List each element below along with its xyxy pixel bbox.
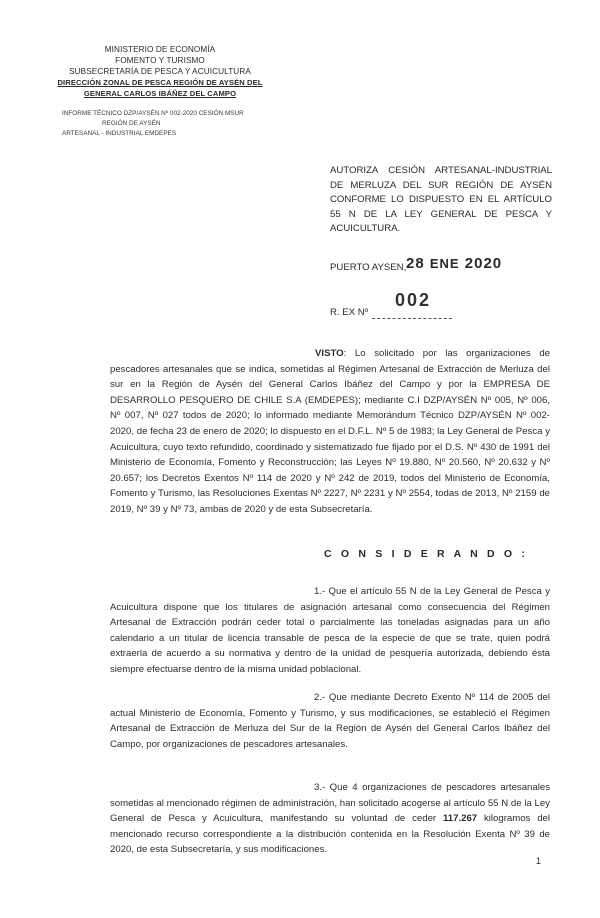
considerando-1-text: 1.- Que el artículo 55 N de la Ley General de Pesca y Acuicultura dispone que los titulares de asignación artesanal como consecuencia del Régimen Artesanal de Extracción podrán ceder total o parcialmente las toneladas asignadas para un año calendario a un titular de licencia transable de pesca de la especie de que se trate, quien podrá extraerla de acuerdo a su normativa y dentro de la unidad de pesquería autorizada, debiendo ésta siempre efectuarse dentro de la misma unidad poblacional.	[110, 586, 550, 675]
header-line-direccion: DIRECCIÓN ZONAL DE PESCA REGIÓN DE AYSÉN DEL	[57, 78, 263, 87]
header-sub-informe: INFORME TÉCNICO DZP/AYSÉN Nº 002-2020 CESIÓN MSUR	[62, 110, 244, 117]
header-sub-cesion: ARTESANAL - INDUSTRIAL EMDEPES	[62, 130, 177, 137]
header-sub-region: REGIÓN DE AYSÉN	[102, 120, 161, 127]
date-stamp	[406, 255, 502, 272]
resolution-reference: AUTORIZA CESIÓN ARTESANAL-INDUSTRIAL DE MERLUZA DEL SUR REGIÓN DE AYSÉN CONFORME LO DISPUESTO EN EL ARTÍCULO 55 N DE LA LEY GENERAL DE PESCA Y ACUICULTURA.	[330, 165, 552, 235]
considerando-2	[110, 690, 550, 752]
rex-label: R. EX Nº	[330, 307, 369, 318]
visto-label: VISTO	[315, 348, 344, 359]
considerando-heading: C O N S I D E R A N D O :	[324, 548, 529, 560]
considerando-3-amount: 117.267	[442, 813, 478, 825]
considerando-1	[110, 584, 550, 678]
visto-text: : Lo solicitado por las organizaciones de pescadores artesanales que se indica, sometidas al Régimen Artesanal de Extracción de Merluza del sur en la Región de Aysén del General Carlos Ibáñez del Campo y por la EMPRESA DE DESARROLLO PESQUERO DE CHILE S.A (EMDEPES); mediante C.I DZP/AYSÉN Nº 005, Nº 006, Nº 007, Nº 027 todos de 2020; lo informado mediante Memorándum Técnico DZP/AYSÉN Nº 002-2020, de fecha 23 de enero de 2020; lo dispuesto en el D.F.L. Nº 5 de 1983; la Ley General de Pesca y Acuicultura, cuyo texto refundido, coordinado y sistematizado fue fijado por el D.S. Nº 430 de 1991 del Ministerio de Economía, Fomento y Reconstrucción; las Leyes Nº 19.880, Nº 20.560, Nº 20.632 y Nº 20.657; los Decretos Exentos Nº 114 de 2020 y Nº 242 de 2019, todos del Ministerio de Economía, Fomento y Turismo, las Resoluciones Exentas Nº 2227, Nº 2231 y Nº 2554, todas de 2013, Nº 2159 de 2019, Nº 39 y Nº 73, ambas de 2020 y de esta Subsecretaría.	[110, 348, 550, 515]
considerando-3-text-b: kilogramos del mencionado recurso correspondiente a la distribución contenida en la Resolución Exenta Nº 39 de 2020, de esta Subsecretaría, y sus modificaciones.	[110, 813, 550, 856]
resolution-number: 002	[395, 290, 432, 310]
date-year: 2020	[464, 255, 503, 272]
considerando-3-text-a: 3.- Que 4 organizaciones de pescadores artesanales sometidas al mencionado régimen de administración, han solicitado acogerse al artículo 55 N de la Ley General de Pesca y Acuicultura, manifestando su voluntad de ceder	[110, 782, 550, 825]
rex-underline	[372, 318, 452, 319]
header-line-subsecretaria: SUBSECRETARÍA DE PESCA Y ACUICULTURA	[69, 67, 251, 76]
header-line-ministry: MINISTERIO DE ECONOMÍA	[104, 45, 216, 54]
place-label: PUERTO AYSEN,	[330, 262, 407, 273]
date-month: ENE	[429, 256, 460, 271]
header-line-general: GENERAL CARLOS IBÁÑEZ DEL CAMPO	[83, 89, 237, 98]
ministry-header	[40, 44, 280, 99]
date-day: 28	[406, 255, 425, 272]
considerando-2-text: 2.- Que mediante Decreto Exento Nº 114 de 2005 del actual Ministerio de Economía, Fomento y Turismo, y sus modificaciones, se estableció el Régimen Artesanal de Extracción de Merluza del Sur de la Región de Aysén del General Carlos Ibáñez del Campo, por organizaciones de pescadores artesanales.	[110, 692, 550, 750]
considerando-3	[110, 780, 550, 858]
page-number: 1	[536, 856, 542, 866]
header-line-fomento: FOMENTO Y TURISMO	[115, 56, 205, 65]
visto-paragraph	[110, 346, 550, 518]
